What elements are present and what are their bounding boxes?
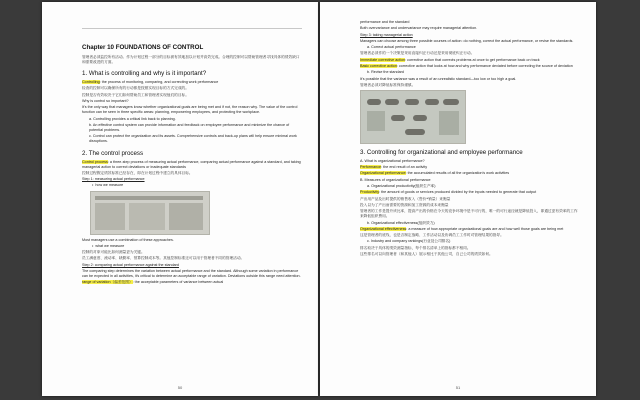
right-page — [320, 2, 596, 396]
range-of-variation-definition — [82, 280, 302, 285]
measurement-table-photo — [90, 191, 210, 235]
bullet-icon: • — [92, 183, 96, 188]
chinese-note: 检查的控制可以确保所有的行动都是按照实现目标的方式完成的。 — [82, 86, 189, 91]
step-3-heading: Step 3: taking managerial action — [360, 32, 413, 37]
paragraph: Managers can choose among three possible courses of action: do nothing, correct the actual performance, or revise the standards. — [360, 38, 574, 43]
chinese-note: 排名取决于具体的绩效测量指标，每个排名清单上的指标都不相同。 — [360, 245, 471, 250]
productivity-definition — [360, 190, 580, 195]
chinese-note: 员工满意度、流动率、缺勤率、预算控制成本等。其他控制标准还可以用于管理者不同的管理活动。 — [82, 256, 245, 261]
definition-text: : a measure of how appropriate organizational goals are and how well those goals are being met — [406, 226, 564, 231]
chinese-note: 管理者必须作的一个决策是采用直接纠正行动还是采用彻底纠正行动。 — [360, 51, 475, 56]
org-performance-definition — [360, 171, 580, 176]
chinese-note: 管理者的工作是提升该比率，提高产出的价格在今天的竞争环境中是不可行的，唯一的可行途径就是降低投入，即通过更有效率的工作来降低组织费用。 — [360, 209, 578, 219]
right-page-content — [360, 20, 580, 258]
definition-text: : the acceptable parameters of variance between actual — [132, 280, 224, 285]
chinese-note: 控制的对象可能比如何测量更为关键。 — [82, 250, 145, 255]
chinese-note: 投入以为了产出而需要的资源和加工资源的成本来衡量 — [360, 202, 449, 207]
org-effectiveness-definition — [360, 227, 580, 232]
section-3-heading: 3. Controlling for organizational and employee performance — [360, 148, 523, 156]
intro-chinese: 管理者必须监控所有活动。作为计划过程一部分的目标被有效地加以计划并高效完成。合理的控制可以帮助管理者寻找具体的绩效缺口和需要改进的方面。 — [82, 55, 300, 65]
definition-text: : a three-step process of measuring actual performance, comparing actual performance against a standard, and taking managerial action to correct deviations or inadequate standards — [82, 159, 301, 169]
list-item: c. Control can protect the organization and its assets. Comprehensive controls and back-up plans will help ensure minimal work disruptions. — [89, 134, 297, 144]
controlling-definition — [82, 80, 302, 85]
highlight-term: Performance — [360, 165, 382, 170]
bullet-text: how we measure — [95, 183, 124, 188]
definition-text: : the process of monitoring, comparing, and correcting work performance — [99, 80, 219, 85]
basic-action-definition — [360, 64, 580, 69]
definition-text: : the end result of an activity — [381, 165, 428, 170]
highlight-term: Organizational effectiveness — [360, 226, 407, 231]
chinese-note: 这是管理者的底线，也是否制定战略、工作活动以及协调员工工作时对管理结果的指导。 — [360, 233, 504, 238]
highlight-term: range of variation（偏差范围） — [82, 280, 133, 285]
list-item: a. Organizational productivity(组织生产率) — [367, 184, 436, 189]
definition-text: : corrective action that looks at how and why performance deviated before correcting the source of deviation — [396, 63, 573, 68]
paragraph: Both overvariance and undervariance may require managerial attention. — [360, 26, 478, 31]
bullet-text: what we measure — [95, 243, 125, 248]
highlight-term: Basic corrective action — [360, 63, 397, 68]
definition-text: : the amount of goods or services produced divided by the inputs needed to generate that output — [379, 190, 537, 195]
list-item: c. Industry and company rankings(行业及公司排名) — [367, 239, 451, 244]
list-item: b. Revise the standard — [367, 70, 404, 75]
chinese-note: 产出用产品及出时提供的销售收入（售价*销量）来衡量 — [360, 196, 451, 201]
term-text: range of variation — [82, 280, 111, 285]
chinese-note: 这些排名可以向管理者（和其他人）展示相比于其他公司，自己公司的绩效如何。 — [360, 251, 493, 256]
chinese-note: 控制是否有效取决于它们如何帮助员工和管理者实现他们的目标。 — [82, 92, 189, 97]
immediate-action-definition — [360, 58, 580, 63]
list-item: a. Correct actual performance — [367, 45, 416, 50]
step-1-heading: Step 1: measuring actual performance — [82, 177, 145, 182]
list-item: a. Controlling provides a critical link back to planning. — [89, 116, 176, 121]
list-item: b. An effective control system can provide information and feedback on employee performance and minimize the chance of potential problems. — [89, 122, 290, 133]
chinese-note: 管理者必须对降低标准保持谨慎。 — [360, 82, 416, 87]
page-number: 50 — [177, 385, 183, 390]
control-process-diagram-photo — [360, 90, 466, 144]
bullet-icon: • — [92, 243, 96, 248]
list-item: B. Measures of organizational performance — [360, 177, 431, 182]
highlight-term: Controlling — [82, 80, 100, 85]
control-process-definition — [82, 160, 302, 170]
page-number: 51 — [455, 385, 461, 390]
left-page — [42, 2, 318, 396]
step-2-heading: Step 2: comparing actual performance against the standard — [82, 262, 179, 267]
list-item: b. Organizational effectiveness(组织效力) — [367, 220, 435, 225]
definition-text: : the accumulated results of all the organization's work activities — [405, 171, 510, 176]
paragraph: It's possible that the variance was a result of an unrealistic standard—too low or too high a goal. — [360, 76, 517, 81]
term-chinese: 偏差范围 — [114, 280, 129, 285]
bullet-item — [82, 244, 302, 249]
chinese-note: 控制过程假定绩效标准已经存在，即在计划过程中建立的具体目标。 — [82, 170, 193, 175]
subheading: Why is control so important? — [82, 99, 129, 104]
header-rule — [82, 28, 302, 29]
paragraph: Most managers use a combination of these approaches. — [82, 237, 174, 242]
chapter-title: Chapter 10 FOUNDATIONS OF CONTROL — [82, 44, 204, 51]
highlight-term: Immediate corrective action — [360, 57, 406, 62]
paragraph: It's the only way that managers know whether organizational goals are being met and if not, the reason why. The value of the control function can be seen in three specific areas: planning, empowering employees, and protecting the workplace. — [82, 105, 298, 115]
paragraph: The comparing step determines the variation between actual performance and the standard. Although some variation in performance can be expected in all activities, it's critical to determine an acceptable range of variation. Deviations outside this range need attention. — [82, 268, 301, 279]
left-page-content — [82, 44, 302, 287]
highlight-term: Organizational performance — [360, 171, 406, 176]
list-item: A. What is organizational performance? — [360, 158, 425, 163]
highlight-term: Control process — [82, 159, 108, 164]
paragraph: performance and the standard — [360, 20, 410, 24]
section-1-heading: 1. What is controlling and why is it important? — [82, 70, 207, 78]
bullet-item — [82, 183, 302, 188]
section-2-heading: 2. The control process — [82, 149, 144, 157]
performance-definition — [360, 165, 580, 170]
definition-text: : corrective action that corrects problems at once to get performance back on track — [405, 57, 540, 62]
highlight-term: Productivity — [360, 190, 380, 195]
